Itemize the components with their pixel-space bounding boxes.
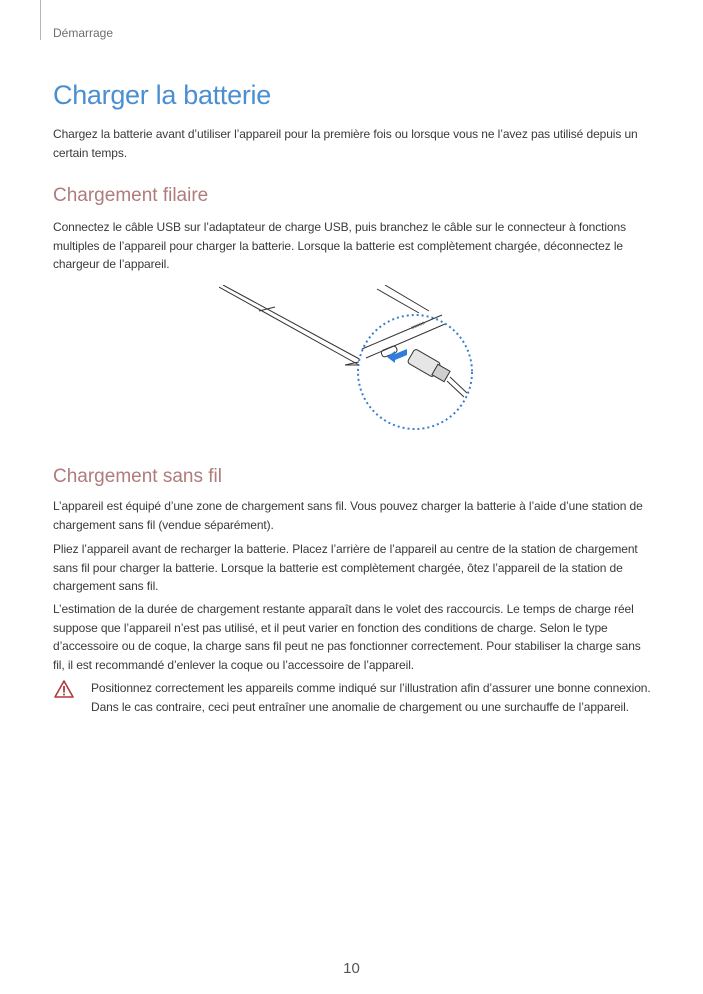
breadcrumb: Démarrage bbox=[53, 26, 114, 40]
wired-charging-illustration bbox=[219, 285, 481, 431]
wired-heading: Chargement filaire bbox=[53, 185, 209, 206]
intro-paragraph: Chargez la batterie avant d’utiliser l’appareil pour la première fois ou lorsque vous ne l’avez pas utilisé depuis un certain temps. bbox=[53, 127, 638, 160]
wireless-paragraph-1: L’appareil est équipé d’une zone de chargement sans fil. Vous pouvez charger la batterie à l’aide d’une station de chargement sans fil (vendue séparément). bbox=[53, 499, 643, 532]
page-number: 10 bbox=[343, 960, 360, 977]
svg-text:ooooo: ooooo bbox=[410, 320, 426, 331]
wired-paragraph: Connectez le câble USB sur l’adaptateur de charge USB, puis branchez le câble sur le connecteur à fonctions multiples de l’appareil pour charger la batterie. Lorsque la batterie est complètement chargée, déconnectez le chargeur de l’appareil. bbox=[53, 220, 626, 271]
warning-text: Positionnez correctement les appareils comme indiqué sur l’illustration afin d’assurer une bonne connexion. Dans le cas contraire, ceci peut entraîner une anomalie de chargement ou une surchauffe de l’appareil. bbox=[91, 681, 651, 714]
wireless-paragraph-2: Pliez l’appareil avant de recharger la batterie. Placez l’arrière de l’appareil au centre de la station de chargement sans fil pour charger la batterie. Lorsque la batterie est complètement chargée, ôtez l’appareil de la station de chargement sans fil. bbox=[53, 542, 638, 593]
wireless-heading: Chargement sans fil bbox=[53, 466, 222, 487]
warning-triangle-icon bbox=[54, 680, 74, 698]
zoom-circle bbox=[358, 315, 472, 429]
wireless-paragraph-3: L’estimation de la durée de chargement restante apparaît dans le volet des raccourcis. Le temps de charge réel suppose que l’appareil n’est pas utilisé, et il peut varier en fonction des conditions de charge. Selon le type d’accessoire ou de coque, la charge sans fil peut ne pas fonctionner correctement. Pour stabiliser la charge sans fil, il est recommandé d’enlever la coque ou l’accessoire de l’appareil. bbox=[53, 602, 641, 672]
header-rule bbox=[40, 0, 41, 40]
page-title: Charger la batterie bbox=[53, 80, 271, 110]
